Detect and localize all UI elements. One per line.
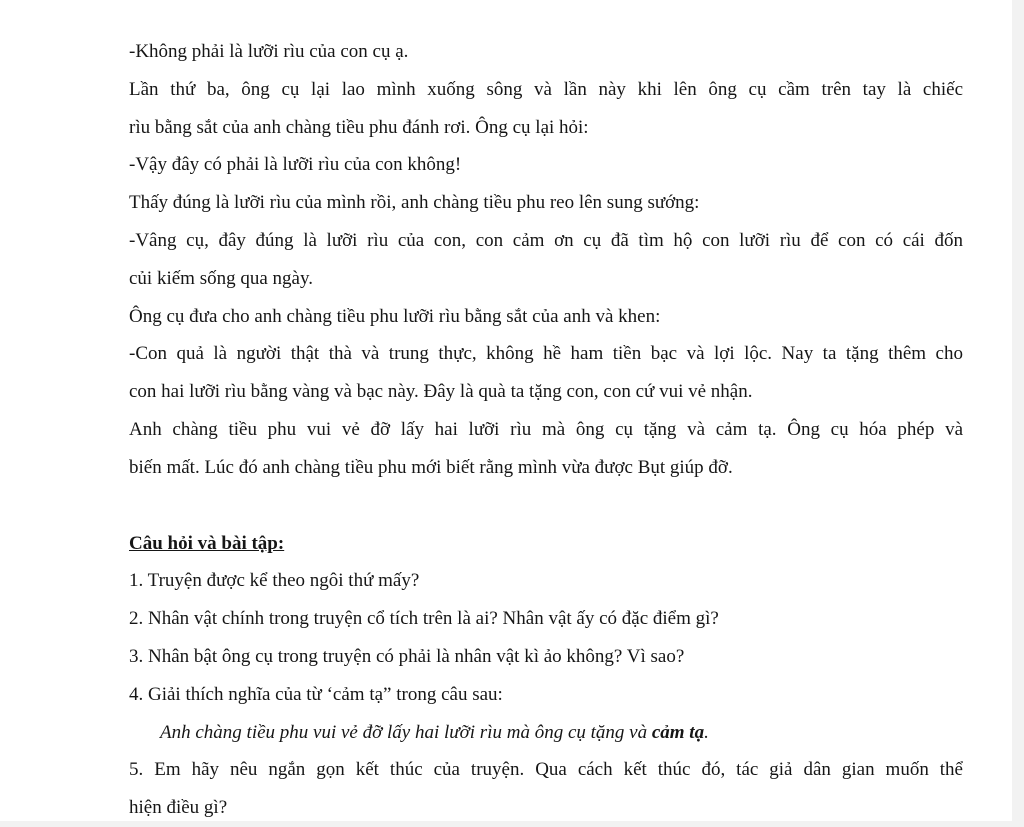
question-2: 2. Nhân vật chính trong truyện cổ tích trên là ai? Nhân vật ấy có đặc điểm gì? bbox=[129, 608, 719, 630]
story-paragraph: -Con quả là người thật thà và trung thực, không hề ham tiền bạc và lợi lộc. Nay ta tặng thêm cho bbox=[129, 343, 963, 365]
story-paragraph: Lần thứ ba, ông cụ lại lao mình xuống sông và lần này khi lên ông cụ cầm trên tay là chiếc bbox=[129, 78, 963, 100]
story-paragraph: -Không phải là lưỡi rìu của con cụ ạ. bbox=[129, 41, 409, 62]
question-4: 4. Giải thích nghĩa của từ ‘cảm tạ” trong câu sau: bbox=[129, 683, 503, 705]
story-paragraph: Ông cụ đưa cho anh chàng tiều phu lưỡi rìu bằng sắt của anh và khen: bbox=[129, 305, 661, 327]
question-5-continued: hiện điều gì? bbox=[129, 797, 228, 819]
quote-emphasis: cảm tạ bbox=[651, 721, 705, 743]
quote-text: Anh chàng tiều phu vui vẻ đỡ lấy hai lưỡi rìu mà ông cụ tặng và bbox=[160, 721, 648, 743]
story-paragraph: -Vậy đây có phải là lưỡi rìu của con không! bbox=[129, 154, 462, 176]
exercises-heading: Câu hỏi và bài tập: bbox=[129, 532, 285, 554]
story-paragraph-continued: biến mất. Lúc đó anh chàng tiều phu mới biết rằng mình vừa được Bụt giúp đỡ. bbox=[129, 456, 733, 478]
question-5: 5. Em hãy nêu ngắn gọn kết thúc của truyện. Qua cách kết thúc đó, tác giả dân gian muốn thể bbox=[129, 759, 963, 781]
story-paragraph-continued: con hai lưỡi rìu bằng vàng và bạc này. Đây là quà ta tặng con, con cứ vui vẻ nhận. bbox=[129, 381, 753, 403]
question-3: 3. Nhân bật ông cụ trong truyện có phải là nhân vật kì ảo không? Vì sao? bbox=[129, 645, 685, 667]
question-4-quote bbox=[129, 714, 963, 752]
story-paragraph-continued: rìu bằng sắt của anh chàng tiều phu đánh rơi. Ông cụ lại hỏi: bbox=[129, 116, 589, 138]
document-body bbox=[129, 33, 963, 827]
story-paragraph: Anh chàng tiều phu vui vẻ đỡ lấy hai lưỡi rìu mà ông cụ tặng và cảm tạ. Ông cụ hóa phép và bbox=[129, 418, 963, 440]
section-spacer bbox=[129, 487, 963, 525]
story-paragraph: Thấy đúng là lưỡi rìu của mình rồi, anh chàng tiều phu reo lên sung sướng: bbox=[129, 192, 700, 214]
story-paragraph-continued: củi kiếm sống qua ngày. bbox=[129, 267, 313, 289]
question-1: 1. Truyện được kể theo ngôi thứ mấy? bbox=[129, 570, 420, 592]
story-paragraph: -Vâng cụ, đây đúng là lưỡi rìu của con, con cảm ơn cụ đã tìm hộ con lưỡi rìu để con có cái đốn bbox=[129, 229, 963, 251]
quote-end: . bbox=[704, 721, 709, 743]
